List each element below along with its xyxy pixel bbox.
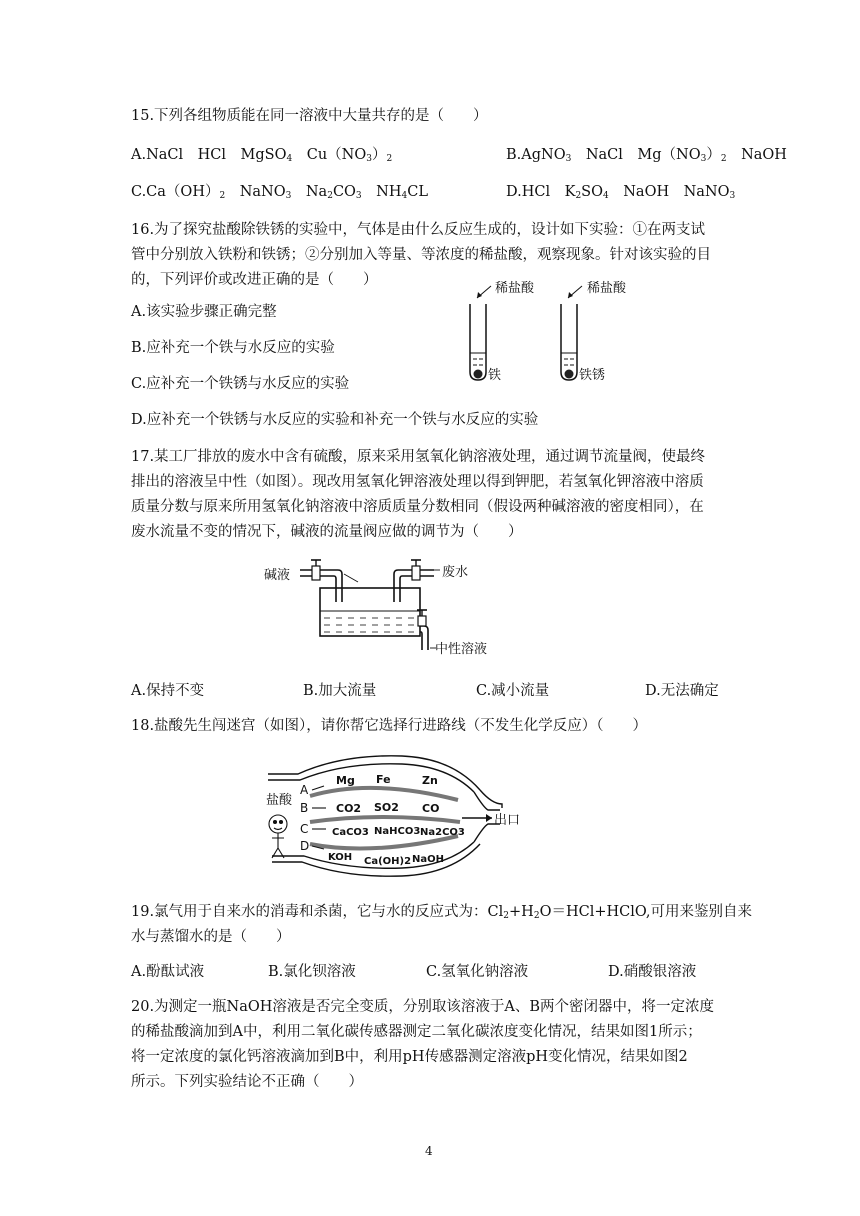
page-number: 4 <box>425 1144 433 1158</box>
q16-tube-label-iron: 铁 <box>488 368 502 383</box>
q17-waste-label: 废水 <box>442 565 469 580</box>
q20-line4: 所示。下列实验结论不正确（ ） <box>131 1074 363 1090</box>
q18-stem: 18.盐酸先生闯迷宫（如图），请你帮它选择行进路线（不发生化学反应）（ ） <box>131 718 648 734</box>
q15-option-b: B.AgNO$_3$ NaCl $Mg(NO_3)_2$ NaOH <box>506 147 787 164</box>
q19-option-b: B.氯化钡溶液 <box>268 964 356 980</box>
q17-base-label: 碱液 <box>264 568 291 583</box>
q20-line2: 的稀盐酸滴加到A中，利用二氧化碳传感器测定二氧化碳浓度变化情况，结果如图1所示； <box>131 1024 702 1040</box>
q18-d-item-1: KOH <box>328 852 353 863</box>
q19-stem-line1: 19.氯气用于自来水的消毒和杀菌，它与水的反应式为：$Cl_2+H_2O=HCl+HClO$,可用来鉴别自来 <box>131 904 752 921</box>
q19-option-a: A.酚酞试液 <box>131 964 205 980</box>
q16-stem-line3: 的，下列评价或改进正确的是（ ） <box>131 272 378 288</box>
q17-stem-line1: 17.某工厂排放的废水中含有硫酸，原来采用氢氧化钠溶液处理，通过调节流量阀，使最终 <box>131 449 706 465</box>
q18-b-item-3: CO <box>422 802 440 815</box>
q16-acid-label-2: 稀盐酸 <box>587 281 627 296</box>
q17-tank-figure <box>262 552 502 662</box>
q16-option-c: C.应补充一个铁锈与水反应的实验 <box>131 376 350 392</box>
q18-path-letter-d: D <box>300 839 310 853</box>
q18-d-item-2: Ca(OH)2 <box>364 856 412 867</box>
q19-option-c: C.氢氧化钠溶液 <box>426 964 529 980</box>
q15-option-a: A.NaCl HCl MgSO$_4$ $Cu(NO_3)_2$ <box>131 147 393 164</box>
q19-option-d: D.硝酸银溶液 <box>608 964 697 980</box>
test-tube-rust <box>561 286 582 380</box>
q16-acid-label-1: 稀盐酸 <box>495 281 535 296</box>
q17-option-a: A.保持不变 <box>131 683 205 699</box>
q18-a-item-2: Fe <box>376 773 391 786</box>
q18-path-letter-b: B <box>300 801 309 815</box>
q18-b-item-1: CO2 <box>336 802 362 815</box>
hcl-character-icon <box>269 815 287 858</box>
q16-test-tube-figure <box>455 276 655 386</box>
q15-stem: 15.下列各组物质能在同一溶液中大量共存的是（ ） <box>131 108 488 124</box>
q17-option-b: B.加大流量 <box>303 683 377 699</box>
q20-line3: 将一定浓度的氯化钙溶液滴加到B中，利用pH传感器测定溶液pH变化情况，结果如图2 <box>131 1049 688 1065</box>
q18-exit-label: 出口 <box>494 813 521 828</box>
q18-d-item-3: NaOH <box>412 854 444 865</box>
q18-path-letter-a: A <box>300 783 309 797</box>
q16-option-d: D.应补充一个铁锈与水反应的实验和补充一个铁与水反应的实验 <box>131 412 539 428</box>
q17-option-c: C.减小流量 <box>476 683 550 699</box>
q20-line1: 20.为测定一瓶NaOH溶液是否完全变质，分别取该溶液于A、B两个密闭器中，将一定浓度 <box>131 999 715 1015</box>
q18-b-item-2: SO2 <box>374 801 399 814</box>
q15-option-c: $C.Ca(OH)_2$ NaNO$_3$ $Na_2CO_3$ $NH_4CL$ <box>131 184 428 201</box>
q18-c-item-3: Na2CO3 <box>420 827 465 838</box>
q17-option-d: D.无法确定 <box>645 683 719 699</box>
q18-a-item-3: Zn <box>422 774 438 787</box>
q17-stem-line3: 质量分数与原来所用氢氧化钠溶液中溶质质量分数相同（假设两种碱溶液的密度相同），在 <box>131 499 704 515</box>
test-tube-iron <box>470 286 491 380</box>
q18-path-letter-c: C <box>300 822 309 836</box>
q16-option-b: B.应补充一个铁与水反应的实验 <box>131 340 335 356</box>
q17-neutral-label: 中性溶液 <box>435 642 488 657</box>
q18-a-item-1: Mg <box>336 774 355 787</box>
q16-stem-line1: 16.为了探究盐酸除铁锈的实验中，气体是由什么反应生成的，设计如下实验：①在两支试 <box>131 222 706 238</box>
q17-stem-line2: 排出的溶液呈中性（如图）。现改用氢氧化钾溶液处理以得到钾肥，若氢氧化钾溶液中溶质 <box>131 474 704 490</box>
q18-maze-figure <box>262 752 524 882</box>
q18-c-item-1: CaCO3 <box>332 827 369 838</box>
q15-option-d: D.HCl $K_2SO_4$ NaOH NaNO$_3$ <box>506 184 736 201</box>
q18-c-item-2: NaHCO3 <box>374 826 421 837</box>
q17-stem-line4: 废水流量不变的情况下，碱液的流量阀应做的调节为（ ） <box>131 524 523 540</box>
q18-hcl-label: 盐酸 <box>266 793 293 808</box>
q16-option-a: A.该实验步骤正确完整 <box>131 304 277 320</box>
q19-stem-line2: 水与蒸馏水的是（ ） <box>131 929 291 945</box>
q16-tube-label-rust: 铁锈 <box>579 368 606 383</box>
q16-stem-line2: 管中分别放入铁粉和铁锈；②分别加入等量、等浓度的稀盐酸，观察现象。针对该实验的目 <box>131 247 711 263</box>
